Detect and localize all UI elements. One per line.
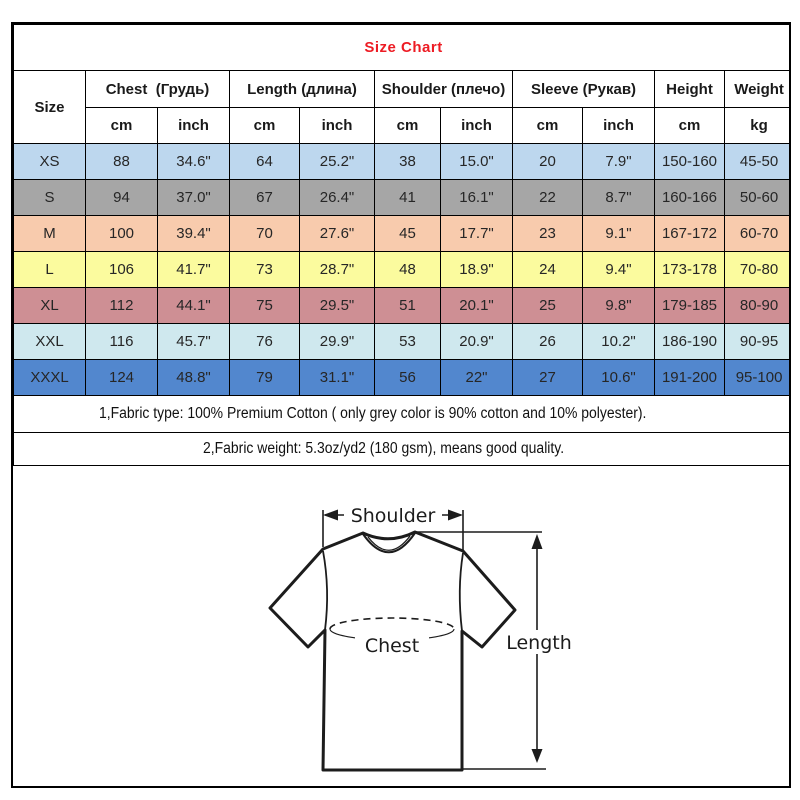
value-cell: 56 bbox=[375, 360, 441, 396]
value-cell: 25 bbox=[513, 288, 583, 324]
fabric-weight-note: 2,Fabric weight: 5.3oz/yd2 (180 gsm), means good quality. bbox=[14, 433, 792, 466]
value-cell: 88 bbox=[86, 144, 158, 180]
size-row-m bbox=[14, 216, 792, 252]
size-cell: M bbox=[14, 216, 86, 252]
sleeve-group-header: Sleeve (Рукав) bbox=[513, 71, 655, 108]
value-cell: 44.1" bbox=[158, 288, 230, 324]
value-cell: 186-190 bbox=[655, 324, 725, 360]
chest-label: Chest bbox=[364, 635, 420, 657]
value-cell: 15.0" bbox=[441, 144, 513, 180]
unit-cell: cm bbox=[86, 108, 158, 144]
value-cell: 39.4" bbox=[158, 216, 230, 252]
shoulder-arrowhead-right bbox=[448, 510, 463, 521]
unit-cell: inch bbox=[441, 108, 513, 144]
value-cell: 76 bbox=[230, 324, 300, 360]
length-arrowhead-top bbox=[532, 534, 543, 549]
value-cell: 26 bbox=[513, 324, 583, 360]
value-cell: 75 bbox=[230, 288, 300, 324]
unit-cell: cm bbox=[375, 108, 441, 144]
value-cell: 106 bbox=[86, 252, 158, 288]
value-cell: 167-172 bbox=[655, 216, 725, 252]
tshirt-measurement-diagram bbox=[13, 466, 789, 788]
value-cell: 60-70 bbox=[725, 216, 792, 252]
size-row-xl bbox=[14, 288, 792, 324]
value-cell: 112 bbox=[86, 288, 158, 324]
unit-cell: kg bbox=[725, 108, 792, 144]
unit-cell: cm bbox=[655, 108, 725, 144]
value-cell: 45 bbox=[375, 216, 441, 252]
value-cell: 20.1" bbox=[441, 288, 513, 324]
value-cell: 18.9" bbox=[441, 252, 513, 288]
value-cell: 50-60 bbox=[725, 180, 792, 216]
shoulder-group-header: Shoulder (плечо) bbox=[375, 71, 513, 108]
group-header-row bbox=[14, 71, 792, 108]
size-cell: S bbox=[14, 180, 86, 216]
note-row bbox=[14, 396, 792, 433]
size-cell: L bbox=[14, 252, 86, 288]
size-row-l bbox=[14, 252, 792, 288]
size-row-xxxl bbox=[14, 360, 792, 396]
value-cell: 41.7" bbox=[158, 252, 230, 288]
value-cell: 73 bbox=[230, 252, 300, 288]
value-cell: 70-80 bbox=[725, 252, 792, 288]
value-cell: 9.4" bbox=[583, 252, 655, 288]
value-cell: 16.1" bbox=[441, 180, 513, 216]
value-cell: 116 bbox=[86, 324, 158, 360]
value-cell: 191-200 bbox=[655, 360, 725, 396]
value-cell: 48.8" bbox=[158, 360, 230, 396]
unit-cell: cm bbox=[513, 108, 583, 144]
value-cell: 94 bbox=[86, 180, 158, 216]
unit-cell: inch bbox=[158, 108, 230, 144]
value-cell: 179-185 bbox=[655, 288, 725, 324]
value-cell: 37.0" bbox=[158, 180, 230, 216]
value-cell: 23 bbox=[513, 216, 583, 252]
value-cell: 64 bbox=[230, 144, 300, 180]
value-cell: 150-160 bbox=[655, 144, 725, 180]
value-cell: 41 bbox=[375, 180, 441, 216]
size-chart-panel bbox=[11, 22, 791, 788]
value-cell: 27.6" bbox=[300, 216, 375, 252]
value-cell: 80-90 bbox=[725, 288, 792, 324]
value-cell: 8.7" bbox=[583, 180, 655, 216]
unit-cell: cm bbox=[230, 108, 300, 144]
value-cell: 25.2" bbox=[300, 144, 375, 180]
shoulder-arrowhead-left bbox=[323, 510, 338, 521]
value-cell: 70 bbox=[230, 216, 300, 252]
size-cell: XXXL bbox=[14, 360, 86, 396]
title-row bbox=[14, 25, 792, 71]
unit-cell: inch bbox=[300, 108, 375, 144]
size-row-xxl bbox=[14, 324, 792, 360]
value-cell: 17.7" bbox=[441, 216, 513, 252]
value-cell: 22 bbox=[513, 180, 583, 216]
value-cell: 100 bbox=[86, 216, 158, 252]
height-group-header: Height bbox=[655, 71, 725, 108]
value-cell: 24 bbox=[513, 252, 583, 288]
fabric-type-note: 1,Fabric type: 100% Premium Cotton ( only grey color is 90% cotton and 10% polyester). bbox=[14, 396, 792, 433]
tshirt-diagram-svg bbox=[13, 466, 789, 788]
value-cell: 51 bbox=[375, 288, 441, 324]
length-label: Length bbox=[506, 632, 572, 654]
value-cell: 27 bbox=[513, 360, 583, 396]
value-cell: 28.7" bbox=[300, 252, 375, 288]
value-cell: 29.9" bbox=[300, 324, 375, 360]
unit-header-row bbox=[14, 108, 792, 144]
weight-group-header: Weight bbox=[725, 71, 792, 108]
chart-title: Size Chart bbox=[14, 25, 792, 71]
value-cell: 53 bbox=[375, 324, 441, 360]
value-cell: 20.9" bbox=[441, 324, 513, 360]
size-column-header: Size bbox=[14, 71, 86, 144]
value-cell: 10.6" bbox=[583, 360, 655, 396]
size-row-s bbox=[14, 180, 792, 216]
size-cell: XXL bbox=[14, 324, 86, 360]
value-cell: 31.1" bbox=[300, 360, 375, 396]
size-chart-table bbox=[13, 24, 791, 466]
value-cell: 95-100 bbox=[725, 360, 792, 396]
size-cell: XS bbox=[14, 144, 86, 180]
length-group-header: Length (длина) bbox=[230, 71, 375, 108]
unit-cell: inch bbox=[583, 108, 655, 144]
value-cell: 67 bbox=[230, 180, 300, 216]
size-row-xs bbox=[14, 144, 792, 180]
value-cell: 160-166 bbox=[655, 180, 725, 216]
value-cell: 7.9" bbox=[583, 144, 655, 180]
chest-group-header: Chest (Грудь) bbox=[86, 71, 230, 108]
value-cell: 9.1" bbox=[583, 216, 655, 252]
size-cell: XL bbox=[14, 288, 86, 324]
value-cell: 26.4" bbox=[300, 180, 375, 216]
value-cell: 9.8" bbox=[583, 288, 655, 324]
value-cell: 29.5" bbox=[300, 288, 375, 324]
value-cell: 48 bbox=[375, 252, 441, 288]
value-cell: 20 bbox=[513, 144, 583, 180]
value-cell: 124 bbox=[86, 360, 158, 396]
value-cell: 34.6" bbox=[158, 144, 230, 180]
note-row bbox=[14, 433, 792, 466]
value-cell: 79 bbox=[230, 360, 300, 396]
value-cell: 45.7" bbox=[158, 324, 230, 360]
value-cell: 10.2" bbox=[583, 324, 655, 360]
value-cell: 90-95 bbox=[725, 324, 792, 360]
length-arrowhead-bottom bbox=[532, 749, 543, 763]
shoulder-label: Shoulder bbox=[350, 505, 436, 527]
value-cell: 22" bbox=[441, 360, 513, 396]
value-cell: 45-50 bbox=[725, 144, 792, 180]
value-cell: 38 bbox=[375, 144, 441, 180]
value-cell: 173-178 bbox=[655, 252, 725, 288]
